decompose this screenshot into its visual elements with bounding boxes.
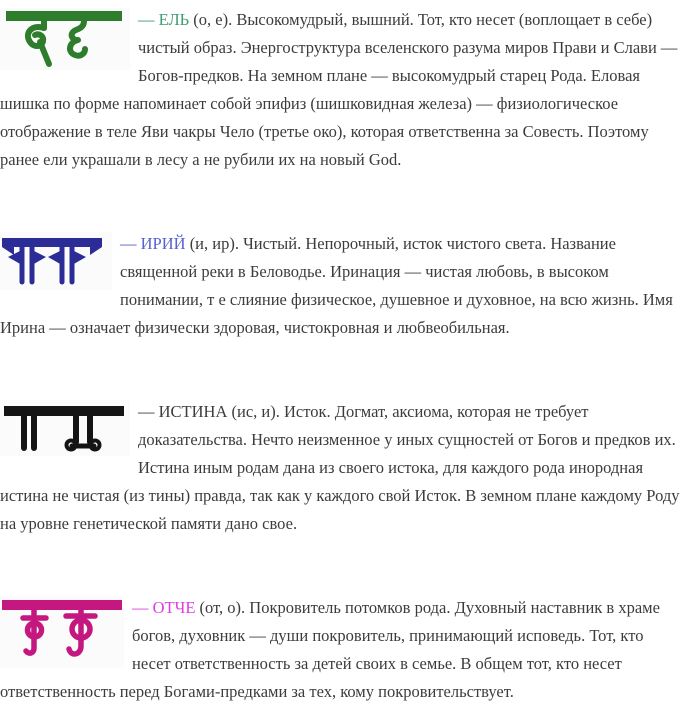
term-otche: — ОТЧЕ: [132, 598, 196, 617]
istina-rune-icon: [0, 400, 130, 456]
term-iriy-text: (и, ир). Чистый. Непорочный, исток чистого света. Название священной реки в Беловодье. Иринация — чистая любовь, в высоком понимании, т е слияние физическое, душевное и духовное, на всю жизнь. Имя Ирина — означает физически здоровая, чистокровная и любвеобильная.: [0, 234, 673, 337]
term-section-otche: [0, 594, 682, 706]
term-section-iriy: [0, 230, 682, 342]
term-el: — ЕЛЬ: [138, 10, 190, 29]
term-otche-text: (от, о). Покровитель потомков рода. Духовный наставник в храме богов, духовник — души покровитель, принимающий исповедь. Тот, кто несет ответственность за детей своих в семье. В общем тот, кто несет ответственность перед Богами-предками за тех, кому покровительствует.: [0, 598, 660, 701]
term-istina: — ИСТИНА: [138, 402, 228, 421]
iriy-rune-icon: [0, 232, 112, 290]
term-section-istina: [0, 398, 682, 538]
el-rune-icon: [0, 8, 130, 70]
otche-rune-icon: [0, 596, 124, 668]
term-section-el: [0, 6, 682, 174]
term-el-text: (о, е). Высокомудрый, вышний. Тот, кто несет (воплощает в себе) чистый образ. Энергоструктура вселенского разума миров Прави и Слави — Богов-предков. На земном плане — высокомудрый старец Рода. Еловая шишка по форме напоминает собой эпифиз (шишковидная железа) — физиологическое отображение в теле Яви чакры Чело (третье око), которая ответственна за Совесть. Поэтому ранее ели украшали в лесу а не рубили их на новый God.: [0, 10, 678, 169]
term-istina-text: (ис, и). Исток. Догмат, аксиома, которая не требует доказательства. Нечто неизменное у иных сущностей от Богов и предков их. Истина иным родам дана из своего истока, для каждого рода инородная истина не чистая (из тины) правда, так как у каждого свой Исток. В земном плане каждому Роду на уровне генетической памяти дано свое.: [0, 402, 680, 533]
term-iriy: — ИРИЙ: [120, 234, 186, 253]
